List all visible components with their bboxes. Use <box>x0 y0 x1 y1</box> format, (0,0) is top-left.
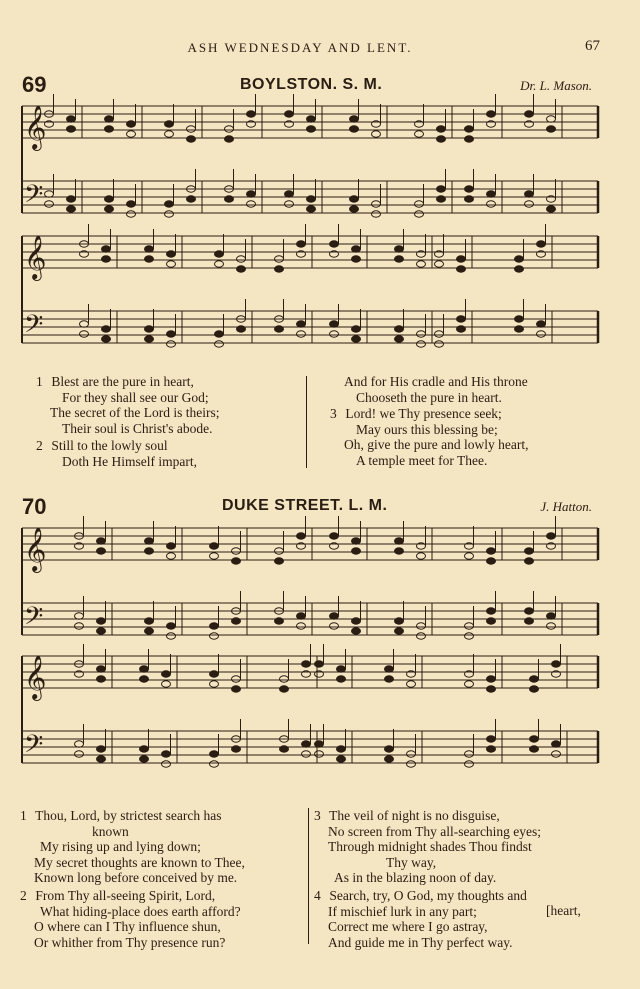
stanza-1: 1 Blest are the pure in heart, For they shall see our God; The secret of the Lord is theirs; Their soul is Christ's abode. <box>36 374 220 436</box>
svg-text:𝄢: 𝄢 <box>24 181 44 214</box>
stanza-2: 2 From Thy all-seeing Spirit, Lord, What hiding-place does earth afford? O where can I Thy influence shun, Or whither from Thy presence run? <box>20 888 241 950</box>
svg-text:𝄢: 𝄢 <box>24 603 44 636</box>
stanza-3: 3 The veil of night is no disguise, No screen from Thy all-searching eyes; Through midnight shades Thou findst Thy way, As in the blazing noon of day. <box>314 808 542 885</box>
svg-text:𝄞: 𝄞 <box>24 107 47 149</box>
svg-text:𝄢: 𝄢 <box>24 311 44 344</box>
column-divider <box>306 376 307 468</box>
page-number: 67 <box>585 38 600 54</box>
composer-name: J. Hatton. <box>540 499 592 514</box>
hymn-number: 70 <box>22 494 47 519</box>
svg-text:𝄞: 𝄞 <box>24 529 47 571</box>
stanza-2-continued: And for His cradle and His throne Chooseth the pure in heart. <box>344 374 528 405</box>
tune-name: BOYLSTON. S. M. <box>240 76 383 93</box>
stanza-4: 4 Search, try, O God, my thoughts and If mischief lurk in any part; Correct me where I go astray, And guide me in Thy perfect way. <box>314 888 527 950</box>
stanza-1: 1 Thou, Lord, by strictest search has known My rising up and lying down; My secret thoughts are known to Thee, Known long before conceived by me. <box>20 808 245 885</box>
composer-name: Dr. L. Mason. <box>520 78 592 93</box>
stanza-2: 2 Still to the lowly soul Doth He Himself impart, <box>36 438 197 469</box>
tune-name: DUKE STREET. L. M. <box>222 497 388 514</box>
stanza-4-bracket: [heart, <box>546 903 581 918</box>
svg-text:𝄞: 𝄞 <box>24 237 47 279</box>
running-title: ASH WEDNESDAY AND LENT. <box>187 40 413 55</box>
svg-text:𝄞: 𝄞 <box>24 657 47 699</box>
svg-text:𝄢: 𝄢 <box>24 731 44 764</box>
stanza-3: 3 Lord! we Thy presence seek; May ours this blessing be; Oh, give the pure and lowly heart, A temple meet for Thee. <box>330 406 529 468</box>
column-divider <box>308 808 309 944</box>
hymn-number: 69 <box>22 72 47 97</box>
